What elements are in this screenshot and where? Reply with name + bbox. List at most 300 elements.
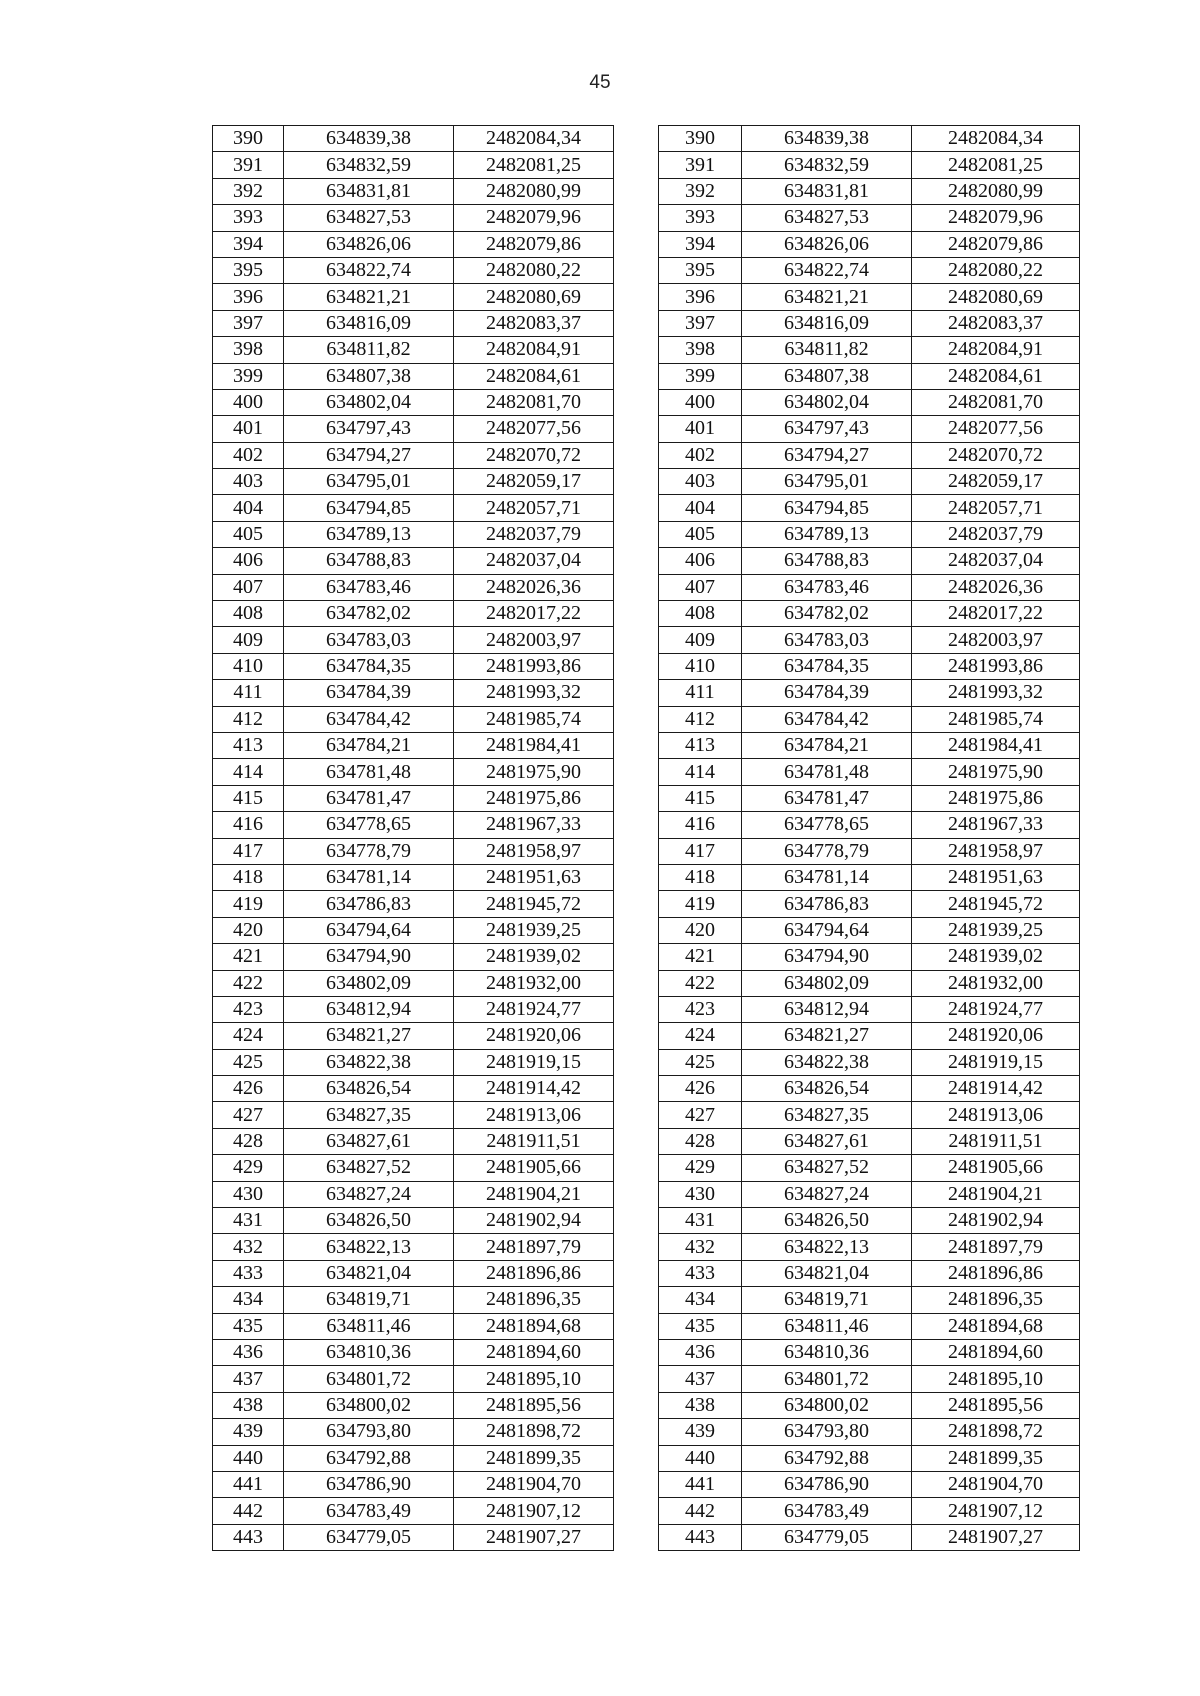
point-number-right: 398 <box>659 337 742 363</box>
table-gap-cell <box>614 1366 659 1392</box>
table-gap-cell <box>614 1445 659 1471</box>
table-row <box>213 891 1080 917</box>
y-coordinate-left: 2482079,86 <box>454 231 614 257</box>
x-coordinate-right: 634812,94 <box>742 996 912 1022</box>
point-number-right: 406 <box>659 548 742 574</box>
y-coordinate-left: 2482037,79 <box>454 521 614 547</box>
y-coordinate-right: 2481945,72 <box>912 891 1080 917</box>
point-number-left: 441 <box>213 1471 284 1497</box>
table-row <box>213 1155 1080 1181</box>
y-coordinate-left: 2482084,34 <box>454 126 614 152</box>
table-gap-cell <box>614 1128 659 1154</box>
point-number-left: 439 <box>213 1419 284 1445</box>
y-coordinate-left: 2481939,25 <box>454 917 614 943</box>
table-row <box>213 257 1080 283</box>
point-number-right: 440 <box>659 1445 742 1471</box>
x-coordinate-right: 634816,09 <box>742 310 912 336</box>
table-row <box>213 574 1080 600</box>
table-gap-cell <box>614 1049 659 1075</box>
point-number-left: 433 <box>213 1260 284 1286</box>
point-number-right: 391 <box>659 152 742 178</box>
table-row <box>213 178 1080 204</box>
x-coordinate-right: 634794,27 <box>742 442 912 468</box>
y-coordinate-right: 2481907,27 <box>912 1524 1080 1550</box>
point-number-right: 418 <box>659 864 742 890</box>
y-coordinate-left: 2481896,35 <box>454 1287 614 1313</box>
table-row <box>213 1471 1080 1497</box>
table-gap-cell <box>614 178 659 204</box>
point-number-left: 428 <box>213 1128 284 1154</box>
x-coordinate-right: 634794,64 <box>742 917 912 943</box>
y-coordinate-right: 2482084,91 <box>912 337 1080 363</box>
table-gap-cell <box>614 970 659 996</box>
table-row <box>213 917 1080 943</box>
table-gap-cell <box>614 442 659 468</box>
table-row <box>213 205 1080 231</box>
point-number-right: 396 <box>659 284 742 310</box>
table-row <box>213 469 1080 495</box>
y-coordinate-right: 2482081,25 <box>912 152 1080 178</box>
table-gap-cell <box>614 310 659 336</box>
point-number-left: 422 <box>213 970 284 996</box>
y-coordinate-right: 2481993,32 <box>912 680 1080 706</box>
table-gap-cell <box>614 363 659 389</box>
x-coordinate-right: 634821,27 <box>742 1023 912 1049</box>
table-row <box>213 1524 1080 1550</box>
point-number-right: 429 <box>659 1155 742 1181</box>
point-number-left: 419 <box>213 891 284 917</box>
point-number-left: 421 <box>213 944 284 970</box>
x-coordinate-right: 634819,71 <box>742 1287 912 1313</box>
y-coordinate-left: 2482083,37 <box>454 310 614 336</box>
x-coordinate-right: 634786,90 <box>742 1471 912 1497</box>
point-number-left: 395 <box>213 257 284 283</box>
point-number-right: 412 <box>659 706 742 732</box>
point-number-right: 402 <box>659 442 742 468</box>
y-coordinate-right: 2481899,35 <box>912 1445 1080 1471</box>
x-coordinate-left: 634839,38 <box>284 126 454 152</box>
table-gap-cell <box>614 1419 659 1445</box>
x-coordinate-right: 634784,42 <box>742 706 912 732</box>
y-coordinate-left: 2481894,68 <box>454 1313 614 1339</box>
x-coordinate-right: 634794,90 <box>742 944 912 970</box>
x-coordinate-left: 634784,21 <box>284 732 454 758</box>
table-row <box>213 495 1080 521</box>
table-gap-cell <box>614 891 659 917</box>
table-row <box>213 1339 1080 1365</box>
table-gap-cell <box>614 1339 659 1365</box>
y-coordinate-left: 2482080,99 <box>454 178 614 204</box>
point-number-left: 410 <box>213 653 284 679</box>
point-number-left: 394 <box>213 231 284 257</box>
x-coordinate-left: 634786,90 <box>284 1471 454 1497</box>
x-coordinate-left: 634831,81 <box>284 178 454 204</box>
x-coordinate-right: 634826,50 <box>742 1208 912 1234</box>
point-number-right: 403 <box>659 469 742 495</box>
x-coordinate-left: 634800,02 <box>284 1392 454 1418</box>
x-coordinate-right: 634793,80 <box>742 1419 912 1445</box>
table-row <box>213 337 1080 363</box>
y-coordinate-left: 2481895,56 <box>454 1392 614 1418</box>
point-number-right: 414 <box>659 759 742 785</box>
point-number-right: 443 <box>659 1524 742 1550</box>
point-number-right: 395 <box>659 257 742 283</box>
point-number-right: 441 <box>659 1471 742 1497</box>
table-row <box>213 1313 1080 1339</box>
y-coordinate-right: 2481907,12 <box>912 1498 1080 1524</box>
x-coordinate-right: 634822,74 <box>742 257 912 283</box>
point-number-left: 420 <box>213 917 284 943</box>
table-row <box>213 864 1080 890</box>
y-coordinate-left: 2482070,72 <box>454 442 614 468</box>
x-coordinate-right: 634811,46 <box>742 1313 912 1339</box>
y-coordinate-left: 2481897,79 <box>454 1234 614 1260</box>
point-number-right: 400 <box>659 389 742 415</box>
table-gap-cell <box>614 812 659 838</box>
point-number-right: 390 <box>659 126 742 152</box>
point-number-right: 392 <box>659 178 742 204</box>
y-coordinate-right: 2481913,06 <box>912 1102 1080 1128</box>
point-number-left: 405 <box>213 521 284 547</box>
x-coordinate-left: 634784,42 <box>284 706 454 732</box>
x-coordinate-left: 634781,47 <box>284 785 454 811</box>
x-coordinate-left: 634793,80 <box>284 1419 454 1445</box>
point-number-left: 416 <box>213 812 284 838</box>
x-coordinate-left: 634801,72 <box>284 1366 454 1392</box>
y-coordinate-right: 2482084,34 <box>912 126 1080 152</box>
y-coordinate-right: 2481894,60 <box>912 1339 1080 1365</box>
y-coordinate-right: 2481897,79 <box>912 1234 1080 1260</box>
point-number-right: 409 <box>659 627 742 653</box>
point-number-left: 417 <box>213 838 284 864</box>
y-coordinate-right: 2481914,42 <box>912 1076 1080 1102</box>
x-coordinate-left: 634822,38 <box>284 1049 454 1075</box>
point-number-left: 392 <box>213 178 284 204</box>
x-coordinate-left: 634826,54 <box>284 1076 454 1102</box>
y-coordinate-left: 2481894,60 <box>454 1339 614 1365</box>
table-row <box>213 680 1080 706</box>
y-coordinate-left: 2481904,70 <box>454 1471 614 1497</box>
y-coordinate-right: 2482026,36 <box>912 574 1080 600</box>
table-gap-cell <box>614 996 659 1022</box>
table-gap-cell <box>614 1234 659 1260</box>
x-coordinate-left: 634807,38 <box>284 363 454 389</box>
x-coordinate-left: 634794,64 <box>284 917 454 943</box>
point-number-right: 428 <box>659 1128 742 1154</box>
table-gap-cell <box>614 627 659 653</box>
x-coordinate-right: 634784,35 <box>742 653 912 679</box>
y-coordinate-left: 2481907,27 <box>454 1524 614 1550</box>
table-gap-cell <box>614 785 659 811</box>
table-row <box>213 970 1080 996</box>
x-coordinate-right: 634794,85 <box>742 495 912 521</box>
x-coordinate-right: 634821,04 <box>742 1260 912 1286</box>
point-number-right: 442 <box>659 1498 742 1524</box>
point-number-right: 420 <box>659 917 742 943</box>
x-coordinate-right: 634800,02 <box>742 1392 912 1418</box>
y-coordinate-right: 2481993,86 <box>912 653 1080 679</box>
y-coordinate-right: 2482037,79 <box>912 521 1080 547</box>
point-number-right: 417 <box>659 838 742 864</box>
point-number-left: 415 <box>213 785 284 811</box>
table-gap-cell <box>614 732 659 758</box>
x-coordinate-right: 634839,38 <box>742 126 912 152</box>
y-coordinate-right: 2481894,68 <box>912 1313 1080 1339</box>
x-coordinate-right: 634832,59 <box>742 152 912 178</box>
x-coordinate-left: 634822,74 <box>284 257 454 283</box>
x-coordinate-right: 634781,47 <box>742 785 912 811</box>
point-number-left: 390 <box>213 126 284 152</box>
x-coordinate-left: 634811,82 <box>284 337 454 363</box>
table-row <box>213 785 1080 811</box>
point-number-right: 421 <box>659 944 742 970</box>
point-number-left: 434 <box>213 1287 284 1313</box>
y-coordinate-left: 2482037,04 <box>454 548 614 574</box>
point-number-right: 393 <box>659 205 742 231</box>
table-gap-cell <box>614 1524 659 1550</box>
x-coordinate-left: 634812,94 <box>284 996 454 1022</box>
x-coordinate-left: 634821,27 <box>284 1023 454 1049</box>
y-coordinate-right: 2481911,51 <box>912 1128 1080 1154</box>
table-row <box>213 1023 1080 1049</box>
table-gap-cell <box>614 257 659 283</box>
point-number-left: 408 <box>213 601 284 627</box>
y-coordinate-left: 2482059,17 <box>454 469 614 495</box>
point-number-right: 397 <box>659 310 742 336</box>
x-coordinate-left: 634826,50 <box>284 1208 454 1234</box>
table-gap-cell <box>614 653 659 679</box>
table-gap-cell <box>614 1392 659 1418</box>
table-row <box>213 1445 1080 1471</box>
y-coordinate-left: 2481919,15 <box>454 1049 614 1075</box>
x-coordinate-left: 634784,35 <box>284 653 454 679</box>
x-coordinate-right: 634797,43 <box>742 416 912 442</box>
point-number-right: 415 <box>659 785 742 811</box>
y-coordinate-left: 2481920,06 <box>454 1023 614 1049</box>
y-coordinate-left: 2482079,96 <box>454 205 614 231</box>
y-coordinate-left: 2482003,97 <box>454 627 614 653</box>
x-coordinate-left: 634794,27 <box>284 442 454 468</box>
point-number-left: 406 <box>213 548 284 574</box>
y-coordinate-left: 2481896,86 <box>454 1260 614 1286</box>
y-coordinate-left: 2481932,00 <box>454 970 614 996</box>
x-coordinate-right: 634827,61 <box>742 1128 912 1154</box>
table-row <box>213 944 1080 970</box>
point-number-right: 411 <box>659 680 742 706</box>
point-number-left: 413 <box>213 732 284 758</box>
x-coordinate-left: 634786,83 <box>284 891 454 917</box>
y-coordinate-right: 2482070,72 <box>912 442 1080 468</box>
point-number-left: 426 <box>213 1076 284 1102</box>
table-gap-cell <box>614 1313 659 1339</box>
point-number-right: 416 <box>659 812 742 838</box>
x-coordinate-left: 634821,04 <box>284 1260 454 1286</box>
y-coordinate-left: 2482081,25 <box>454 152 614 178</box>
x-coordinate-left: 634827,53 <box>284 205 454 231</box>
x-coordinate-left: 634816,09 <box>284 310 454 336</box>
point-number-left: 423 <box>213 996 284 1022</box>
table-row <box>213 1076 1080 1102</box>
point-number-left: 409 <box>213 627 284 653</box>
y-coordinate-left: 2481899,35 <box>454 1445 614 1471</box>
table-row <box>213 1102 1080 1128</box>
y-coordinate-right: 2482003,97 <box>912 627 1080 653</box>
table-gap-cell <box>614 389 659 415</box>
y-coordinate-right: 2482079,86 <box>912 231 1080 257</box>
y-coordinate-right: 2482017,22 <box>912 601 1080 627</box>
point-number-right: 438 <box>659 1392 742 1418</box>
table-gap-cell <box>614 574 659 600</box>
x-coordinate-right: 634826,06 <box>742 231 912 257</box>
x-coordinate-left: 634783,46 <box>284 574 454 600</box>
x-coordinate-right: 634822,38 <box>742 1049 912 1075</box>
point-number-right: 434 <box>659 1287 742 1313</box>
x-coordinate-right: 634783,03 <box>742 627 912 653</box>
x-coordinate-left: 634810,36 <box>284 1339 454 1365</box>
x-coordinate-right: 634795,01 <box>742 469 912 495</box>
point-number-right: 435 <box>659 1313 742 1339</box>
point-number-left: 443 <box>213 1524 284 1550</box>
table-row <box>213 732 1080 758</box>
x-coordinate-left: 634802,04 <box>284 389 454 415</box>
point-number-left: 437 <box>213 1366 284 1392</box>
x-coordinate-right: 634792,88 <box>742 1445 912 1471</box>
point-number-left: 402 <box>213 442 284 468</box>
table-gap-cell <box>614 126 659 152</box>
table-row <box>213 601 1080 627</box>
x-coordinate-right: 634807,38 <box>742 363 912 389</box>
table-gap-cell <box>614 1287 659 1313</box>
table-gap-cell <box>614 1023 659 1049</box>
y-coordinate-left: 2481975,86 <box>454 785 614 811</box>
y-coordinate-right: 2482080,69 <box>912 284 1080 310</box>
table-row <box>213 1128 1080 1154</box>
point-number-left: 414 <box>213 759 284 785</box>
y-coordinate-right: 2481896,86 <box>912 1260 1080 1286</box>
point-number-left: 442 <box>213 1498 284 1524</box>
table-row <box>213 812 1080 838</box>
y-coordinate-left: 2481985,74 <box>454 706 614 732</box>
x-coordinate-left: 634783,49 <box>284 1498 454 1524</box>
x-coordinate-left: 634802,09 <box>284 970 454 996</box>
y-coordinate-right: 2481967,33 <box>912 812 1080 838</box>
y-coordinate-right: 2481920,06 <box>912 1023 1080 1049</box>
x-coordinate-left: 634788,83 <box>284 548 454 574</box>
x-coordinate-right: 634783,46 <box>742 574 912 600</box>
y-coordinate-left: 2481993,32 <box>454 680 614 706</box>
y-coordinate-right: 2482080,99 <box>912 178 1080 204</box>
point-number-left: 440 <box>213 1445 284 1471</box>
point-number-right: 404 <box>659 495 742 521</box>
table-gap-cell <box>614 284 659 310</box>
y-coordinate-left: 2481902,94 <box>454 1208 614 1234</box>
x-coordinate-right: 634789,13 <box>742 521 912 547</box>
point-number-right: 431 <box>659 1208 742 1234</box>
table-gap-cell <box>614 416 659 442</box>
y-coordinate-left: 2482084,91 <box>454 337 614 363</box>
y-coordinate-right: 2481984,41 <box>912 732 1080 758</box>
table-row <box>213 416 1080 442</box>
x-coordinate-left: 634827,35 <box>284 1102 454 1128</box>
point-number-left: 398 <box>213 337 284 363</box>
point-number-right: 437 <box>659 1366 742 1392</box>
x-coordinate-right: 634778,79 <box>742 838 912 864</box>
y-coordinate-left: 2481913,06 <box>454 1102 614 1128</box>
table-row <box>213 1287 1080 1313</box>
point-number-left: 432 <box>213 1234 284 1260</box>
point-number-left: 404 <box>213 495 284 521</box>
x-coordinate-right: 634801,72 <box>742 1366 912 1392</box>
table-gap-cell <box>614 1102 659 1128</box>
y-coordinate-left: 2481904,21 <box>454 1181 614 1207</box>
point-number-left: 431 <box>213 1208 284 1234</box>
table-row <box>213 284 1080 310</box>
y-coordinate-right: 2482059,17 <box>912 469 1080 495</box>
point-number-right: 394 <box>659 231 742 257</box>
table-gap-cell <box>614 521 659 547</box>
coordinates-table <box>212 125 1080 1551</box>
table-row <box>213 389 1080 415</box>
x-coordinate-left: 634783,03 <box>284 627 454 653</box>
table-gap-cell <box>614 337 659 363</box>
y-coordinate-right: 2482037,04 <box>912 548 1080 574</box>
table-gap-cell <box>614 1498 659 1524</box>
y-coordinate-left: 2482026,36 <box>454 574 614 600</box>
x-coordinate-right: 634821,21 <box>742 284 912 310</box>
x-coordinate-left: 634822,13 <box>284 1234 454 1260</box>
table-gap-cell <box>614 152 659 178</box>
y-coordinate-left: 2481984,41 <box>454 732 614 758</box>
point-number-right: 426 <box>659 1076 742 1102</box>
x-coordinate-right: 634827,35 <box>742 1102 912 1128</box>
x-coordinate-left: 634811,46 <box>284 1313 454 1339</box>
x-coordinate-left: 634832,59 <box>284 152 454 178</box>
y-coordinate-right: 2481958,97 <box>912 838 1080 864</box>
y-coordinate-right: 2481985,74 <box>912 706 1080 732</box>
point-number-right: 424 <box>659 1023 742 1049</box>
table-row <box>213 1181 1080 1207</box>
x-coordinate-right: 634783,49 <box>742 1498 912 1524</box>
table-gap-cell <box>614 495 659 521</box>
table-gap-cell <box>614 1471 659 1497</box>
y-coordinate-right: 2481895,56 <box>912 1392 1080 1418</box>
table-gap-cell <box>614 1076 659 1102</box>
y-coordinate-left: 2481975,90 <box>454 759 614 785</box>
x-coordinate-left: 634826,06 <box>284 231 454 257</box>
point-number-right: 407 <box>659 574 742 600</box>
point-number-left: 424 <box>213 1023 284 1049</box>
table-gap-cell <box>614 1208 659 1234</box>
x-coordinate-left: 634781,48 <box>284 759 454 785</box>
point-number-right: 410 <box>659 653 742 679</box>
table-gap-cell <box>614 601 659 627</box>
x-coordinate-right: 634826,54 <box>742 1076 912 1102</box>
table-row <box>213 838 1080 864</box>
x-coordinate-left: 634795,01 <box>284 469 454 495</box>
x-coordinate-right: 634802,04 <box>742 389 912 415</box>
x-coordinate-right: 634786,83 <box>742 891 912 917</box>
x-coordinate-left: 634827,52 <box>284 1155 454 1181</box>
y-coordinate-right: 2481904,21 <box>912 1181 1080 1207</box>
table-row <box>213 759 1080 785</box>
x-coordinate-right: 634831,81 <box>742 178 912 204</box>
x-coordinate-left: 634827,61 <box>284 1128 454 1154</box>
table-gap-cell <box>614 706 659 732</box>
y-coordinate-left: 2481905,66 <box>454 1155 614 1181</box>
table-gap-cell <box>614 205 659 231</box>
y-coordinate-right: 2481975,86 <box>912 785 1080 811</box>
table-gap-cell <box>614 548 659 574</box>
